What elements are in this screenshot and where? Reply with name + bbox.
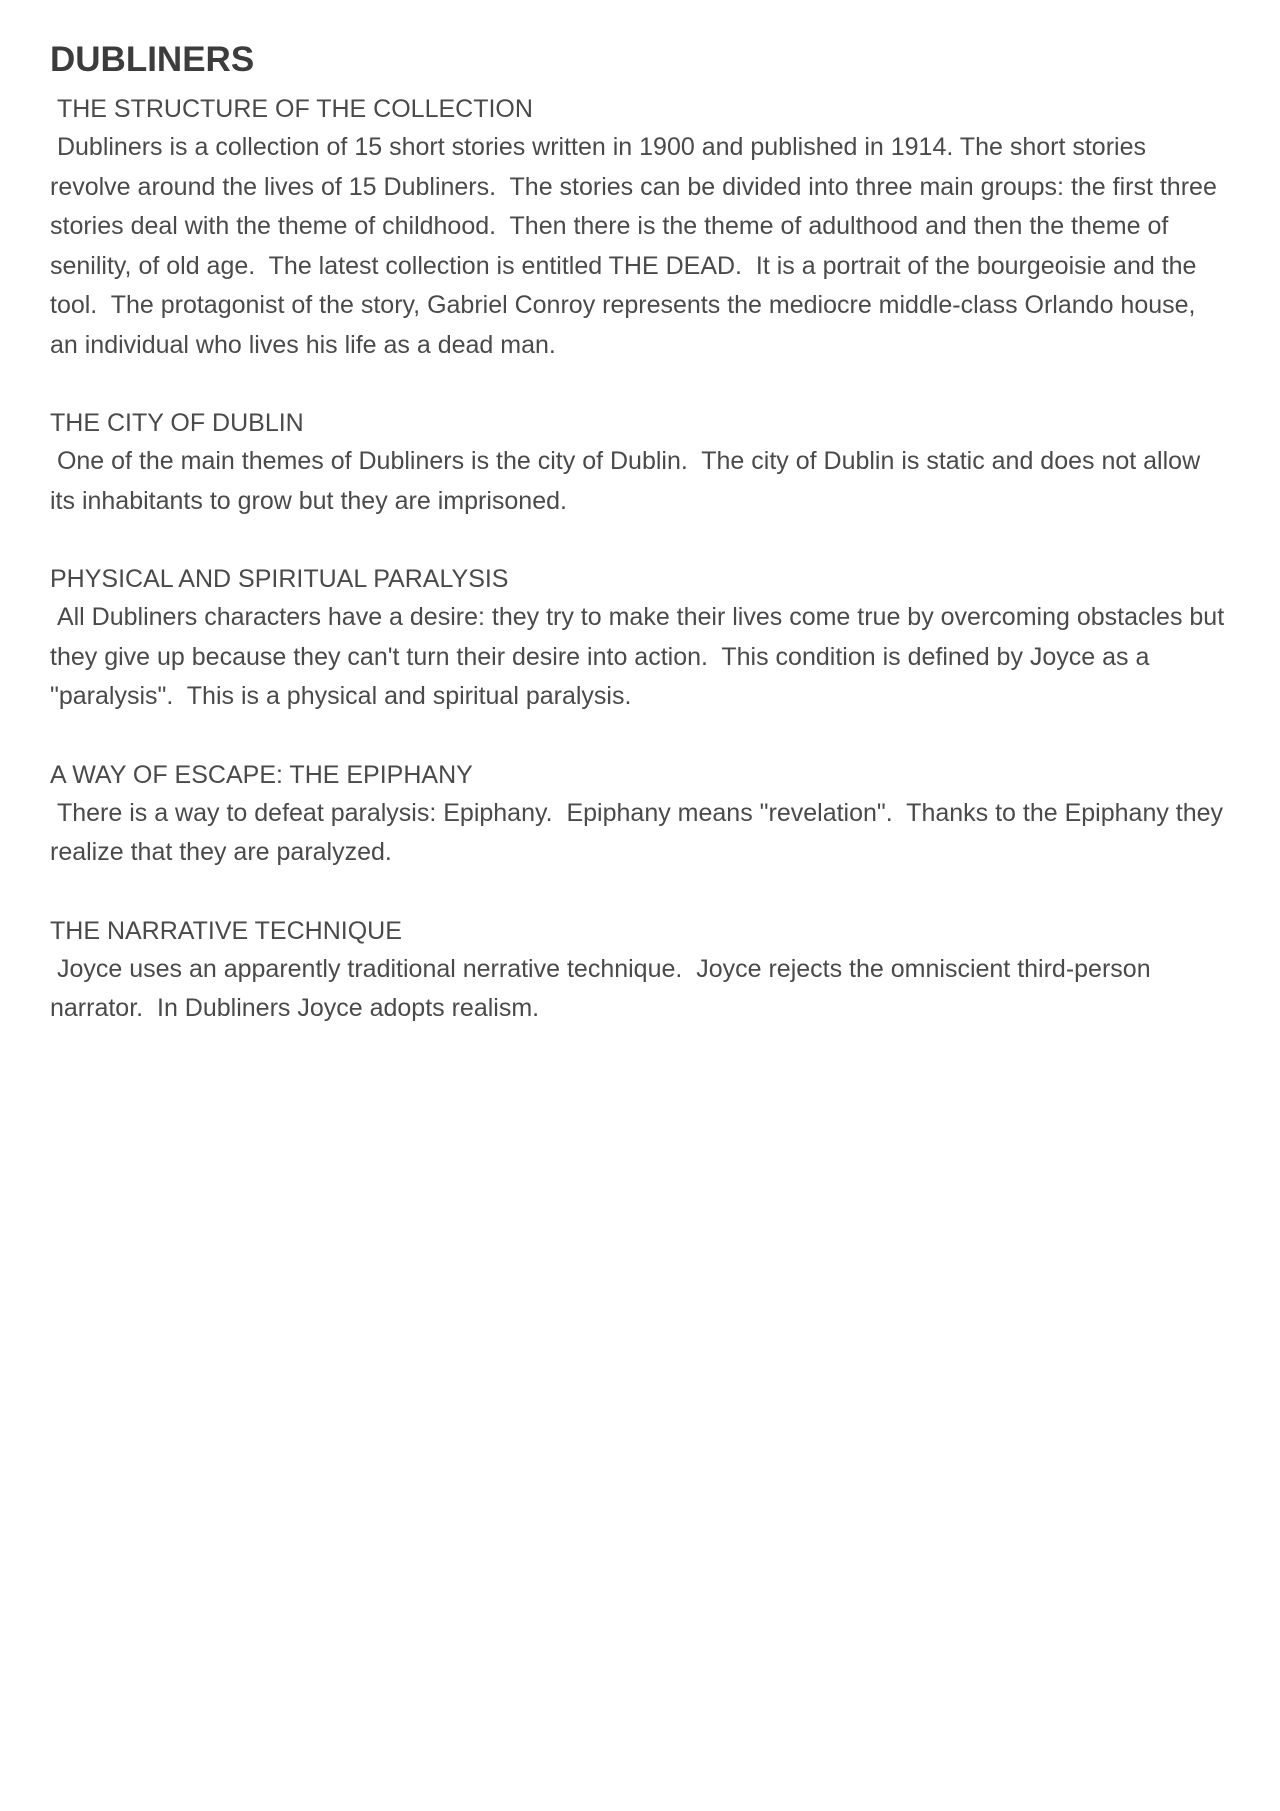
- document-title: DUBLINERS: [50, 40, 255, 79]
- section-heading: THE NARRATIVE TECHNIQUE: [50, 916, 402, 945]
- section-body: One of the main themes of Dubliners is the city of Dublin. The city of Dublin is static and does not allow its inhabitants to grow but they are imprisoned.: [50, 447, 1208, 515]
- section-body: There is a way to defeat paralysis: Epiphany. Epiphany means "revelation". Thanks to the Epiphany they realize that they are paralyzed.: [50, 798, 1231, 866]
- section-heading: THE CITY OF DUBLIN: [50, 409, 304, 437]
- section-heading: PHYSICAL AND SPIRITUAL PARALYSIS: [50, 565, 509, 593]
- section-body: Joyce uses an apparently traditional nerrative technique. Joyce rejects the omniscient third-person narrator. In Dubliners Joyce adopts realism.: [50, 954, 1158, 1022]
- section-city-of-dublin: [50, 404, 1230, 521]
- section-body: All Dubliners characters have a desire: they try to make their lives come true by overcoming obstacles but they give up because they can't turn their desire into action. This condition is defined by Joyce as a "paralysis". This is a physical and spiritual paralysis.: [50, 603, 1232, 710]
- document-page: [50, 38, 1230, 1068]
- section-epiphany: [50, 756, 1230, 873]
- section-paralysis: [50, 560, 1230, 717]
- section-heading: THE STRUCTURE OF THE COLLECTION: [50, 95, 533, 123]
- section-narrative-technique: [50, 912, 1230, 1029]
- section-heading: A WAY OF ESCAPE: THE EPIPHANY: [50, 760, 473, 789]
- section-structure: [50, 90, 1230, 365]
- section-body: Dubliners is a collection of 15 short stories written in 1900 and published in 1914. The short stories revolve around the lives of 15 Dubliners. The stories can be divided into three main groups: the first three stories deal with the theme of childhood. Then there is the theme of adulthood and then the theme of senility, of old age. The latest collection is entitled THE DEAD. It is a portrait of the bourgeoisie and the tool. The protagonist of the story, Gabriel Conroy represents the mediocre middle-class Orlando house, an individual who lives his life as a dead man.: [50, 133, 1224, 359]
